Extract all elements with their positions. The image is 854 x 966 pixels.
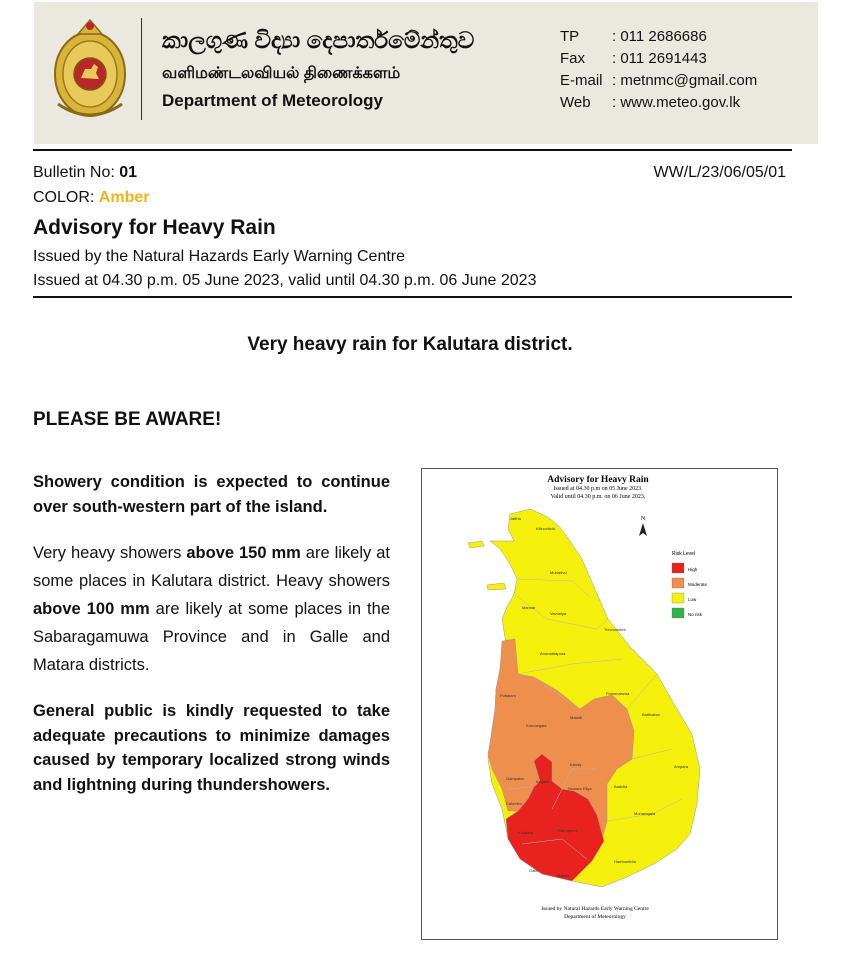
map-region-mannar-island — [487, 583, 506, 590]
legend-swatch-no-risk — [672, 608, 684, 618]
bulletin-title: Advisory for Heavy Rain — [33, 216, 276, 239]
bulletin-reference: WW/L/23/06/05/01 — [653, 164, 786, 181]
legend-title: Risk Level — [672, 551, 696, 557]
district-label: Hambantota — [614, 859, 636, 864]
forecast-text: are likely at some places in Kalutara district. Heavy showers — [33, 544, 390, 590]
headline: Very heavy rain for Kalutara district. — [247, 334, 573, 355]
top-rule — [33, 149, 792, 151]
issued-at: Issued at 04.30 p.m. 05 June 2023, valid until 04.30 p.m. 06 June 2023 — [33, 272, 537, 289]
bulletin-color-label: COLOR: — [33, 189, 99, 206]
legend-swatch-moderate — [672, 578, 684, 588]
legend-label-low: Low — [688, 597, 697, 602]
government-emblem-icon — [50, 18, 130, 122]
district-label: Galle — [529, 868, 539, 873]
paragraph-forecast — [33, 539, 390, 679]
department-name-english: Department of Meteorology — [162, 91, 384, 110]
map-region-jaffna-islands — [468, 541, 484, 548]
district-label: Kegalle — [536, 779, 550, 784]
district-label: Jaffna — [510, 516, 521, 521]
please-be-aware: PLEASE BE AWARE! — [33, 409, 222, 430]
district-label: Badulla — [614, 784, 628, 789]
district-label: Colombo — [506, 801, 523, 806]
district-label: Nuwara Eliya — [568, 786, 592, 791]
district-label: Kurunegala — [526, 723, 547, 728]
district-label: Batticaloa — [642, 712, 660, 717]
bulletin-number — [33, 164, 137, 182]
map-title: Advisory for Heavy Rain — [547, 475, 649, 485]
north-arrow-icon — [639, 516, 647, 536]
paragraph-public-advice: General public is kindly requested to take adequate precautions to minimize damages caused by temporary localized strong winds and lightning during thundershowers. — [33, 702, 390, 794]
contact-value-tp: : 011 2686686 — [612, 28, 707, 45]
map-valid: Valid until 04.30 p.m. on 06 June 2023. — [550, 494, 646, 500]
district-label: Trincomalee — [604, 627, 626, 632]
map-footer-department: Department of Meteorology — [564, 914, 626, 920]
contact-label-fax: Fax — [560, 50, 586, 67]
header-divider — [141, 18, 142, 120]
district-label: Mannar — [522, 605, 536, 610]
legend-swatch-low — [672, 593, 684, 603]
district-label: Gampaha — [506, 776, 524, 781]
forecast-amount-100: above 100 mm — [33, 600, 150, 618]
district-label: Polonnaruwa — [606, 691, 630, 696]
map-legend — [672, 551, 708, 618]
map-issued: Issued at 04.30 p.m on 05 June 2023. — [553, 486, 643, 492]
district-label: Ampara — [674, 764, 689, 769]
forecast-amount-150: above 150 mm — [186, 544, 301, 562]
district-label: Anuradhapura — [540, 651, 566, 656]
district-label: Ratnapura — [558, 828, 577, 833]
north-label: N — [640, 516, 646, 522]
department-name-tamil: வளிமண்டலவியல் திணைக்களம் — [162, 65, 401, 82]
contact-value-fax: : 011 2691443 — [612, 50, 707, 67]
legend-label-high: High — [688, 567, 698, 572]
paragraph-condition: Showery condition is expected to continue over south-western part of the island. — [33, 473, 390, 516]
district-label: Kilinochchi — [536, 526, 556, 531]
contact-label-tp: TP — [560, 28, 580, 45]
legend-label-no-risk: No risk — [688, 612, 703, 617]
contact-value-email[interactable]: : metnmc@gmail.com — [612, 72, 758, 89]
forecast-text: are likely at some places in the Sabaragamuwa Province and in Galle and Matara districts. — [33, 600, 390, 674]
map-footer-issuer: Issued by Natural Hazards Early Warning Centre — [541, 906, 649, 912]
advisory-map — [421, 468, 778, 940]
contact-value-web[interactable]: : www.meteo.gov.lk — [612, 94, 741, 111]
bulletin-number-value: 01 — [119, 164, 138, 181]
bulletin-number-label: Bulletin No: — [33, 164, 120, 181]
bulletin-color-value: Amber — [98, 189, 150, 206]
district-label: Matale — [570, 715, 583, 720]
legend-label-moderate: Moderate — [688, 582, 708, 587]
forecast-text: Very heavy showers — [33, 544, 187, 562]
district-label: Kandy — [570, 762, 582, 767]
district-label: Vavuniya — [550, 611, 567, 616]
district-label: Mullaitivu — [550, 570, 567, 575]
contact-label-web: Web — [560, 94, 591, 111]
district-label: Matara — [557, 873, 570, 878]
contact-label-email: E-mail — [560, 72, 603, 89]
legend-swatch-high — [672, 563, 684, 573]
district-label: Kalutara — [518, 830, 533, 835]
department-name-sinhala: කාලගුණ විද්‍යා දෙපාර්තමේන්තුව — [162, 27, 475, 53]
district-label: Monaragala — [634, 811, 656, 816]
bulletin-color — [33, 189, 149, 207]
district-label: Puttalam — [500, 693, 516, 698]
bottom-rule — [33, 296, 792, 298]
issued-by: Issued by the Natural Hazards Early Warning Centre — [33, 248, 406, 265]
